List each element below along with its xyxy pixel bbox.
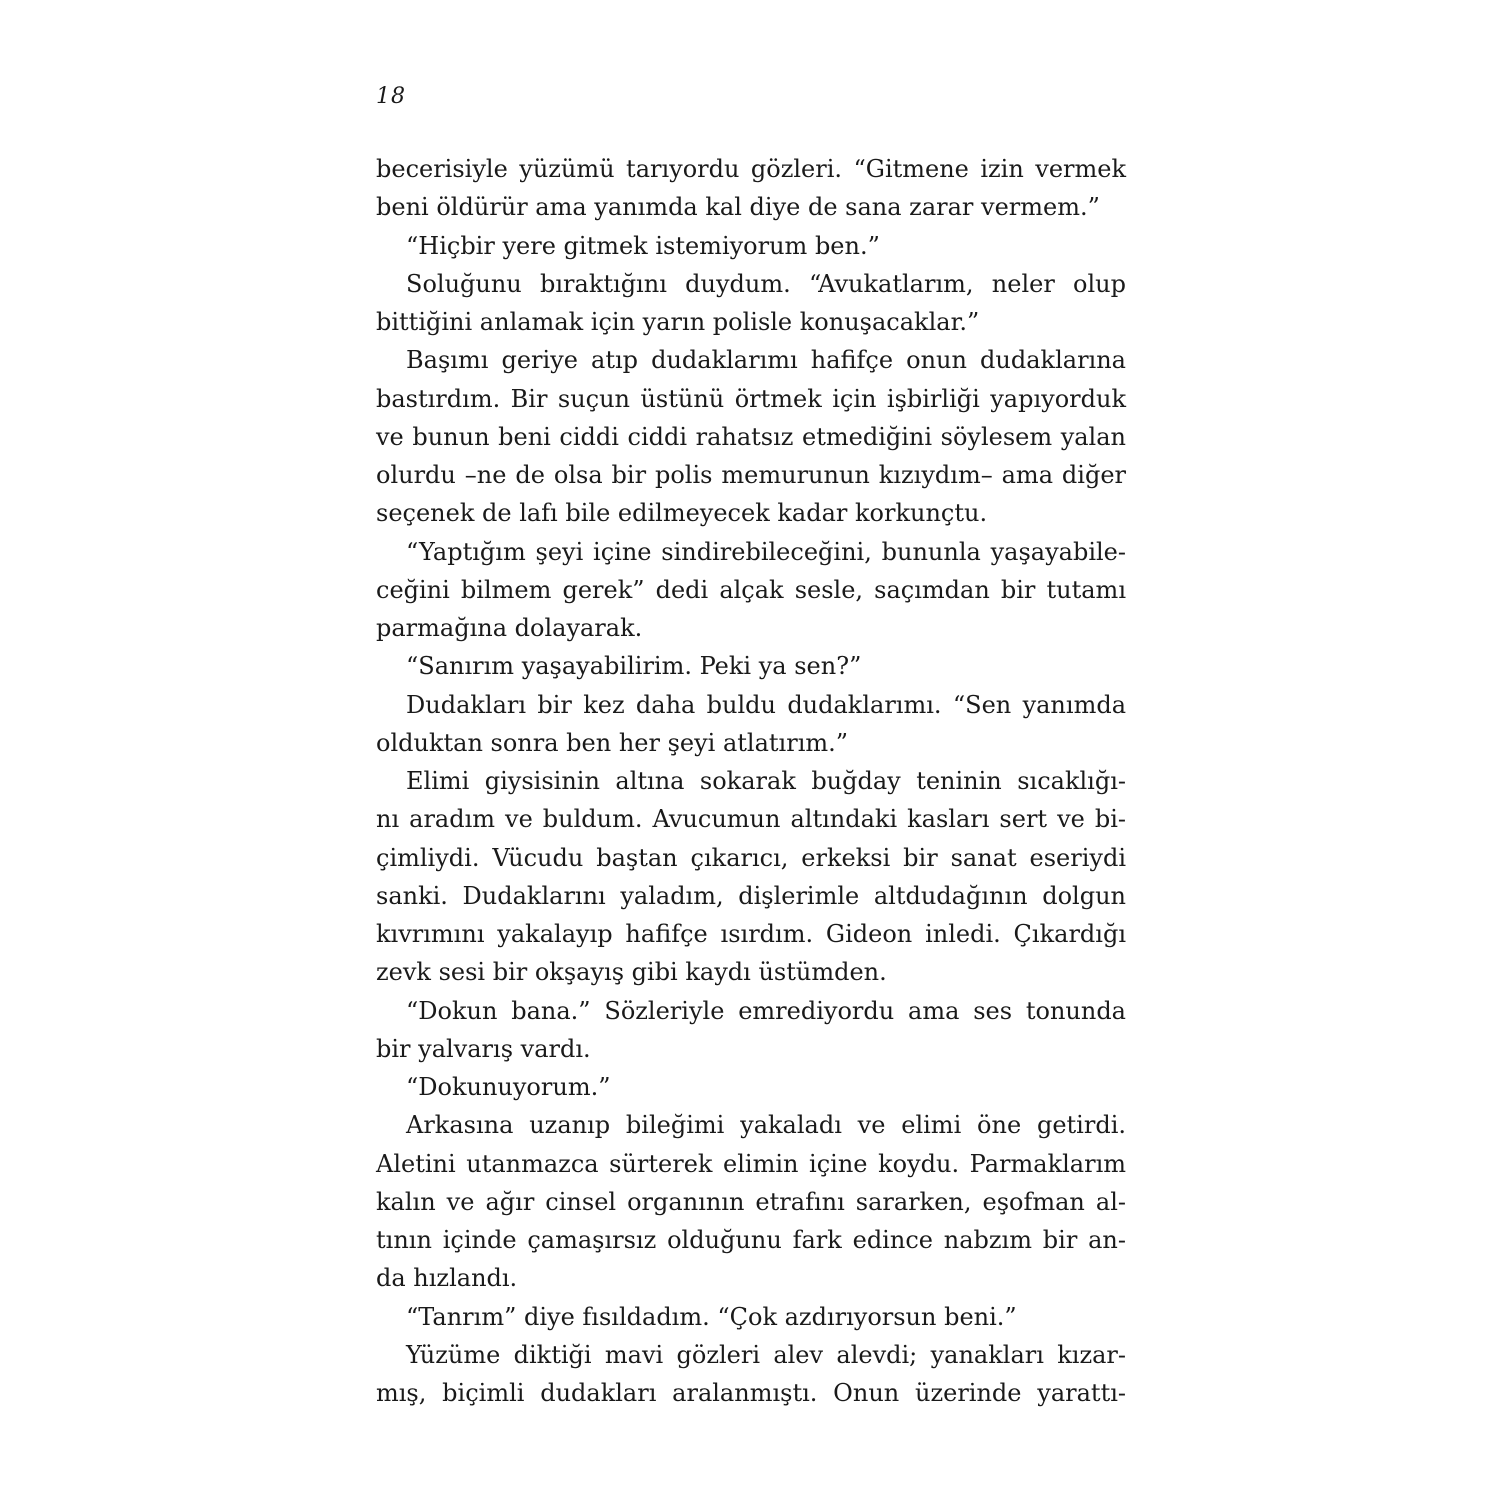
- text-line: Arkasına uzanıp bileğimi yakaladı ve elimi öne getirdi.: [406, 1111, 1126, 1140]
- text-line: bittiğini anlamak için yarın polisle konuşacaklar.”: [376, 308, 980, 336]
- body-text: [376, 150, 1126, 1412]
- text-line: Başımı geriye atıp dudaklarımı hafifçe onun dudaklarına: [406, 346, 1126, 375]
- text-line: Dudakları bir kez daha buldu dudaklarımı. “Sen yanımda: [406, 690, 1126, 719]
- text-line: tının içinde çamaşırsız olduğunu fark edince nabzım bir an-: [376, 1226, 1126, 1254]
- text-line: “Tanrım” diye fısıldadım. “Çok azdırıyorsun beni.”: [406, 1302, 1017, 1331]
- text-line: ceğini bilmem gerek” dedi alçak sesle, saçımdan bir tutamı: [376, 575, 1126, 604]
- text-line: Elimi giysisinin altına sokarak buğday teninin sıcaklığı-: [406, 767, 1126, 795]
- text-line: Soluğunu bıraktığını duydum. “Avukatlarım, neler olup: [406, 269, 1126, 298]
- text-line: Yüzüme diktiği mavi gözleri alev alevdi; yanakları kızar-: [406, 1340, 1126, 1369]
- text-line: ve bunun beni ciddi ciddi rahatsız etmediğini söylesem yalan: [376, 422, 1126, 451]
- text-line: bir yalvarış vardı.: [376, 1034, 591, 1063]
- text-line: becerisiyle yüzümü tarıyordu gözleri. “Gitmene izin vermek: [376, 155, 1126, 183]
- text-line: “Yaptığım şeyi içine sindirebileceğini, bununla yaşayabile-: [406, 537, 1126, 566]
- text-line: mış, biçimli dudakları aralanmıştı. Onun üzerinde yarattı-: [376, 1379, 1126, 1407]
- page-number: 18: [376, 84, 406, 109]
- text-line: çimliydi. Vücudu baştan çıkarıcı, erkeksi bir sanat eseriydi: [376, 843, 1126, 872]
- text-line: parmağına dolayarak.: [376, 614, 643, 642]
- text-line: “Hiçbir yere gitmek istemiyorum ben.”: [406, 231, 880, 260]
- text-line: seçenek de lafı bile edilmeyecek kadar korkunçtu.: [376, 499, 988, 528]
- text-line: kıvrımını yakalayıp hafifçe ısırdım. Gideon inledi. Çıkardığı: [376, 920, 1126, 948]
- text-line: “Dokunuyorum.”: [406, 1073, 611, 1101]
- text-line: olurdu –ne de olsa bir polis memurunun kızıydım– ama diğer: [376, 461, 1126, 489]
- text-line: beni öldürür ama yanımda kal diye de sana zarar vermem.”: [376, 193, 1100, 222]
- text-line: bastırdım. Bir suçun üstünü örtmek için işbirliği yapıyorduk: [376, 384, 1126, 413]
- text-line: sanki. Dudaklarını yaladım, dişlerimle altdudağının dolgun: [376, 881, 1126, 910]
- text-line: da hızlandı.: [376, 1264, 518, 1293]
- text-line: olduktan sonra ben her şeyi atlatırım.”: [376, 728, 849, 757]
- text-line: kalın ve ağır cinsel organının etrafını sararken, eşofman al-: [376, 1187, 1126, 1216]
- text-line: nı aradım ve buldum. Avucumun altındaki kasları sert ve bi-: [376, 805, 1126, 834]
- text-line: “Dokun bana.” Sözleriyle emrediyordu ama ses tonunda: [406, 996, 1126, 1025]
- text-line: zevk sesi bir okşayış gibi kaydı üstümden.: [376, 958, 887, 987]
- text-line: “Sanırım yaşayabilirim. Peki ya sen?”: [406, 652, 862, 681]
- text-line: Aletini utanmazca sürterek elimin içine koydu. Parmaklarım: [376, 1149, 1126, 1178]
